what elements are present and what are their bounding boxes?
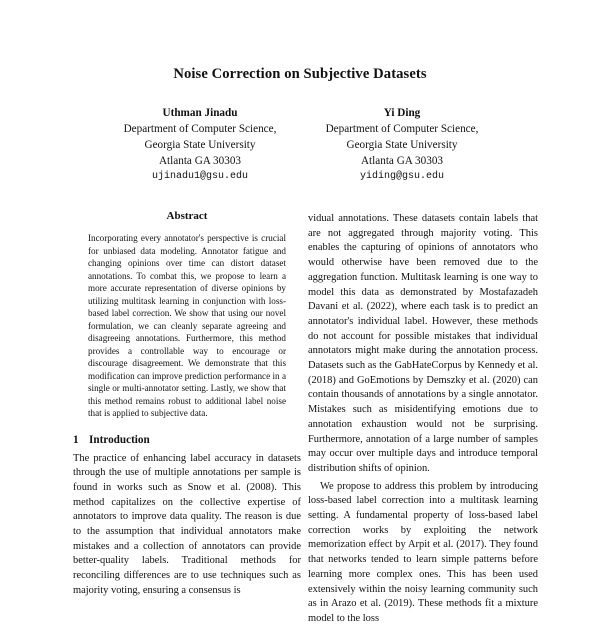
author-university: Georgia State University <box>346 139 458 151</box>
author-address: Atlanta GA 30303 <box>360 155 444 167</box>
paper-title: Noise Correction on Subjective Datasets <box>173 66 427 82</box>
author-name: Yi Ding <box>383 107 421 119</box>
author-department: Department of Computer Science, <box>123 123 277 135</box>
author-email: ujinadu1@gsu.edu <box>151 171 248 182</box>
body-paragraph: vidual annotations. These datasets contain labels that are not aggregated through majority voting. This enables the capturing of opinions of annotators who would otherwise have been removed due to the aggregation function. Multitask learning is one way to model this data as demonstrated by Mostafazadeh Davani et al. (2022), where each task is to predict an annotator's individual label. However, these methods do not account for possible mistakes that individual annotators might make during the annotation process. Datasets such as the GabHateCorpus by Kennedy et al. (2018) and GoEmotions by Demszky et al. (2020) can contain thousands of annotations by a single annotator. Mistakes such as misidentifying emotions due to annotation exhaustion would not be surprising. Furthermore, annotation of a large number of samples may occur over multiple days and introduce temporal distribution shifts of opinion. <box>308 213 538 474</box>
body-paragraph: We propose to address this problem by introducing loss-based label correction into a multitask learning setting. A fundamental property of loss-based label correction works by exploiting the network memorization effect by Arpit et al. (2017). They found that networks tended to learn simple patterns before learning more complex ones. This has been used extensively within the noisy learning community such as in Arazo et al. (2019). These methods fit a mixture model to the loss <box>308 480 538 624</box>
author-name: Uthman Jinadu <box>162 107 238 119</box>
section-heading <box>73 434 301 446</box>
author-department: Department of Computer Science, <box>325 123 479 135</box>
author-address: Atlanta GA 30303 <box>158 155 242 167</box>
author-email: yiding@gsu.edu <box>359 171 444 182</box>
section-title: Introduction <box>89 433 150 446</box>
intro-paragraph: The practice of enhancing label accuracy in datasets through the use of multiple annotations per sample is found in works such as Snow et al. (2008). This method capitalizes on the collective expertise of annotators to improve data quality. The reason is due to the assumption that individual annotators make mistakes and a collection of annotators can provide better-quality labels. Traditional methods for reconciling differences are to use techniques such as majority voting, ensuring a consensus is <box>73 452 301 596</box>
abstract-text: Incorporating every annotator's perspective is crucial for unbiased data modeling. Annotator fatigue and changing opinions over time can distort dataset annotations. To combat this, we propose to learn a more accurate representation of diverse opinions by utilizing multitask learning in conjunction with loss-based label correction. We show that using our novel formulation, we can cleanly separate agreeing and disagreeing annotations. Furthermore, this method provides a controllable way to encourage or discourage disagreement. We demonstrate that this modification can improve prediction performance in a single or multi-annotator setting. Lastly, we show that this method remains robust to additional label noise that is applied to subjective data. <box>88 233 286 418</box>
section-number: 1 <box>73 433 79 446</box>
author-block <box>282 105 522 185</box>
left-column <box>73 210 301 599</box>
author-university: Georgia State University <box>144 139 256 151</box>
abstract-heading: Abstract <box>166 210 208 222</box>
right-column <box>308 212 538 627</box>
